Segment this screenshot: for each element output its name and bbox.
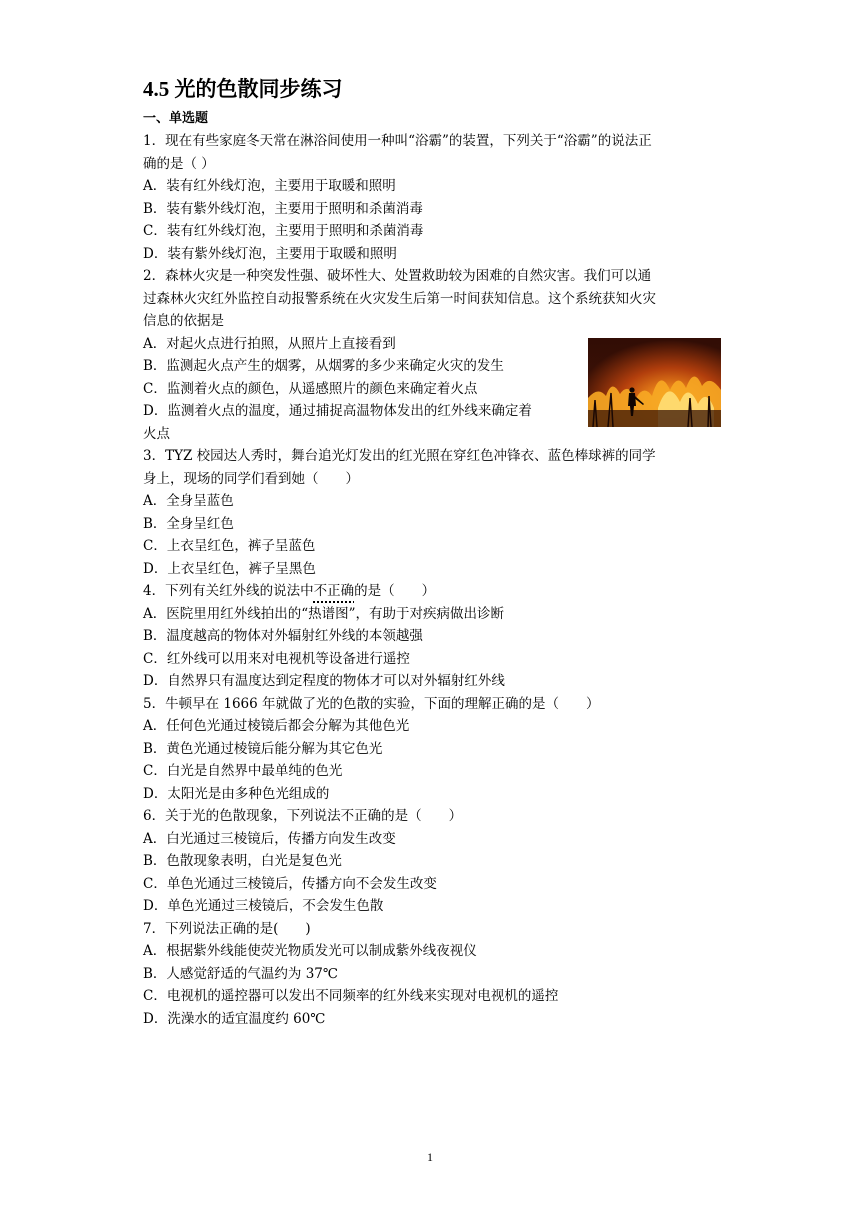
question-1-option-c: C．装有红外线灯泡，主要用于照明和杀菌消毒 (143, 223, 424, 239)
question-1-stem-line-1: 1．现在有些家庭冬天常在淋浴间使用一种叫“浴霸”的装置，下列关于“浴霸”的说法正 (143, 133, 652, 149)
section-heading: 一、单选题 (143, 111, 209, 126)
question-6-option-b: B．色散现象表明，白光是复色光 (143, 853, 342, 869)
question-7-option-d: D．洗澡水的适宜温度约 60℃ (143, 1010, 326, 1027)
question-7 (143, 918, 723, 1031)
question-7-option-b: B．人感觉舒适的气温约为 37℃ (143, 965, 338, 982)
question-4-emphasis: 不正确 (313, 583, 355, 599)
question-1-option-d: D．装有紫外线灯泡，主要用于取暖和照明 (143, 245, 397, 262)
question-7-option-c: C．电视机的遥控器可以发出不同频率的红外线来实现对电视机的遥控 (143, 988, 559, 1004)
question-2-option-a: A．对起火点进行拍照，从照片上直接看到 (143, 335, 396, 352)
question-6-stem: 6．关于光的色散现象，下列说法不正确的是（ ） (143, 808, 463, 824)
question-4-option-b: B．温度越高的物体对外辐射红外线的本领越强 (143, 628, 423, 644)
question-2-stem-line-1: 2．森林火灾是一种突发性强、破坏性大、处置救助较为困难的自然灾害。我们可以通 (143, 268, 652, 284)
question-5-stem: 5．牛顿早在 1666 年就做了光的色散的实验，下面的理解正确的是（ ） (143, 695, 600, 712)
document-content (143, 74, 723, 1030)
question-3 (143, 445, 723, 580)
question-5-option-c: C．白光是自然界中最单纯的色光 (143, 763, 343, 779)
forest-fire-photo (588, 338, 721, 427)
question-6 (143, 805, 723, 918)
question-6-option-c: C．单色光通过三棱镜后，传播方向不会发生改变 (143, 875, 437, 892)
question-4-stem (143, 580, 723, 603)
question-1-option-b: B．装有紫外线灯泡，主要用于照明和杀菌消毒 (143, 200, 423, 217)
question-3-option-c: C．上衣呈红色，裤子呈蓝色 (143, 538, 316, 554)
page-number: 1 (427, 1150, 433, 1164)
question-4-stem-post: 的是（ ） (354, 583, 436, 599)
document-title: 4.5 光的色散同步练习 (143, 77, 343, 101)
question-6-option-d: D．单色光通过三棱镜后，不会发生色散 (143, 898, 384, 914)
question-2-option-b: B．监测起火点产生的烟雾，从烟雾的多少来确定火灾的发生 (143, 358, 504, 374)
question-2-option-d-line-2: 火点 (143, 425, 170, 442)
question-5 (143, 693, 723, 806)
question-1-stem-line-2: 确的是（ ） (143, 155, 215, 172)
question-3-option-d: D．上衣呈红色，裤子呈黑色 (143, 560, 316, 577)
question-5-option-b: B．黄色光通过棱镜后能分解为其它色光 (143, 740, 383, 757)
question-7-stem: 7．下列说法正确的是( ) (143, 920, 311, 937)
question-2-stem-line-2: 过森林火灾红外监控自动报警系统在火灾发生后第一时间获知信息。这个系统获知火灾 (143, 290, 656, 307)
question-4-option-a: A．医院里用红外线拍出的“热谱图”，有助于对疾病做出诊断 (143, 605, 505, 622)
question-4-option-c: C．红外线可以用来对电视机等设备进行遥控 (143, 650, 410, 667)
question-2-option-c: C．监测着火点的颜色，从遥感照片的颜色来确定着火点 (143, 380, 478, 397)
question-3-option-b: B．全身呈红色 (143, 515, 234, 532)
question-5-option-a: A．任何色光通过棱镜后都会分解为其他色光 (143, 718, 410, 734)
question-1 (143, 130, 723, 265)
question-4 (143, 580, 723, 693)
question-4-stem-pre: 4．下列有关红外线的说法中 (143, 583, 314, 599)
question-5-option-d: D．太阳光是由多种色光组成的 (143, 785, 330, 802)
question-3-stem-line-1: 3．TYZ 校园达人秀时，舞台追光灯发出的红光照在穿红色冲锋衣、蓝色棒球裤的同学 (143, 448, 656, 464)
question-6-option-a: A．白光通过三棱镜后，传播方向发生改变 (143, 830, 396, 847)
question-3-stem-line-2: 身上，现场的同学们看到她（ ） (143, 470, 359, 487)
question-2-option-d-line-1: D．监测着火点的温度，通过捕捉高温物体发出的红外线来确定着 (143, 403, 532, 419)
question-3-option-a: A．全身呈蓝色 (143, 493, 234, 509)
question-4-option-d: D．自然界只有温度达到定程度的物体才可以对外辐射红外线 (143, 673, 505, 689)
question-7-option-a: A．根据紫外线能使荧光物质发光可以制成紫外线夜视仪 (143, 943, 477, 959)
question-2-stem-line-3: 信息的依据是 (143, 313, 224, 329)
question-1-option-a: A．装有红外线灯泡，主要用于取暖和照明 (143, 178, 396, 194)
